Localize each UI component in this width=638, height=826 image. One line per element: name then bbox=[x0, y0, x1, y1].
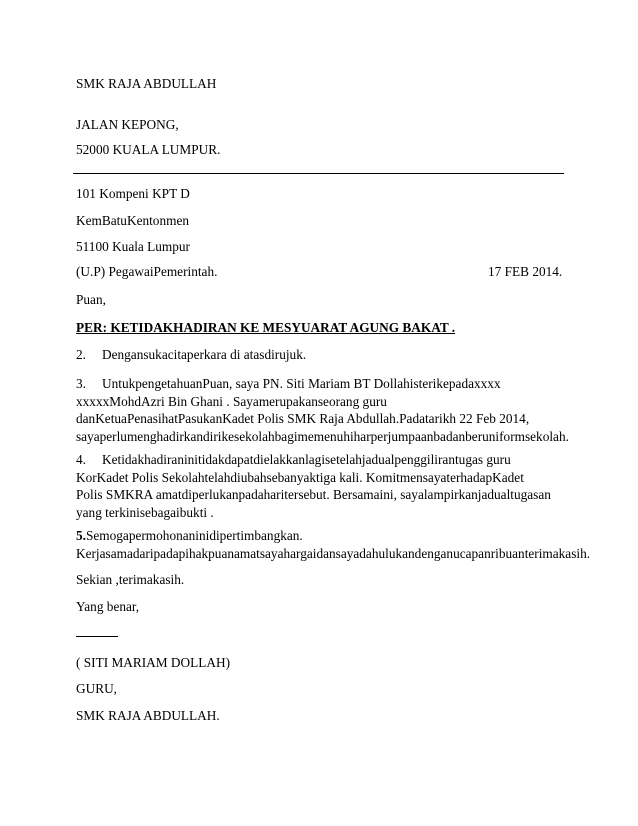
paragraph-3 bbox=[76, 375, 569, 445]
closing-thanks: Sekian ,terimakasih. bbox=[76, 572, 185, 587]
paragraph-number: 3. bbox=[76, 376, 86, 391]
recipient-address-line-2: KemBatuKentonmen bbox=[76, 213, 189, 228]
closing-signoff: Yang benar, bbox=[76, 599, 140, 614]
recipient-address-line-4: (U.P) PegawaiPemerintah. bbox=[76, 264, 218, 279]
letterhead-divider bbox=[73, 173, 564, 174]
paragraph-text: Dengansukacitaperkara di atasdirujuk. bbox=[102, 347, 307, 362]
signatory-position: GURU, bbox=[76, 681, 118, 696]
paragraph-4 bbox=[76, 451, 551, 521]
paragraph-text: UntukpengetahuanPuan, saya PN. Siti Mariam BT Dollahisterikepadaxxxx xxxxxMohdAzri Bin Ghani . Sayamerupakanseorang guru danKetuaPenasihatPasukanKadet Polis SMK Raja Abdullah.Padatarikh 22 Feb 2014, sayaperlumenghadirkandirikesekolahbagimemenuhiharperjumpaanbadanberuniformsekolah. bbox=[76, 376, 569, 444]
paragraph-5 bbox=[76, 527, 591, 562]
recipient-address-line-1: 101 Kompeni KPT D bbox=[76, 186, 190, 201]
recipient-address-line-3: 51100 Kuala Lumpur bbox=[76, 239, 190, 254]
paragraph-number: 5. bbox=[76, 528, 86, 543]
sender-address-line-1: SMK RAJA ABDULLAH bbox=[76, 76, 217, 91]
sender-address-line-3: 52000 KUALA LUMPUR. bbox=[76, 142, 221, 157]
paragraph-number: 2. bbox=[76, 347, 86, 362]
paragraph-text: Ketidakhadiraninitidakdapatdielakkanlagisetelahjadualpenggilirantugas guru KorKadet Polis Sekolahtelahdiubahsebanyaktiga kali. KomitmensayaterhadapKadet Polis SMKRA amatdiperlukanpadaharitersebut. Bersamaini, sayalampirkanjadualtugasan yang terkinisebagaibukti . bbox=[76, 452, 551, 520]
sender-address-line-2: JALAN KEPONG, bbox=[76, 117, 179, 132]
signature-line bbox=[76, 636, 118, 637]
paragraph-2 bbox=[76, 346, 566, 364]
signatory-name: ( SITI MARIAM DOLLAH) bbox=[76, 655, 231, 670]
letter-date: 17 FEB 2014. bbox=[488, 264, 563, 279]
letter-subject: PER: KETIDAKHADIRAN KE MESYUARAT AGUNG BAKAT . bbox=[76, 320, 456, 335]
salutation: Puan, bbox=[76, 292, 106, 307]
paragraph-text: Semogapermohonaninidipertimbangkan. Kerjasamadaripadapihakpuanamatsayahargaidansayadahulukandenganucapanribuanterimakasih. bbox=[76, 528, 591, 561]
paragraph-number: 4. bbox=[76, 452, 86, 467]
signatory-school: SMK RAJA ABDULLAH. bbox=[76, 708, 220, 723]
